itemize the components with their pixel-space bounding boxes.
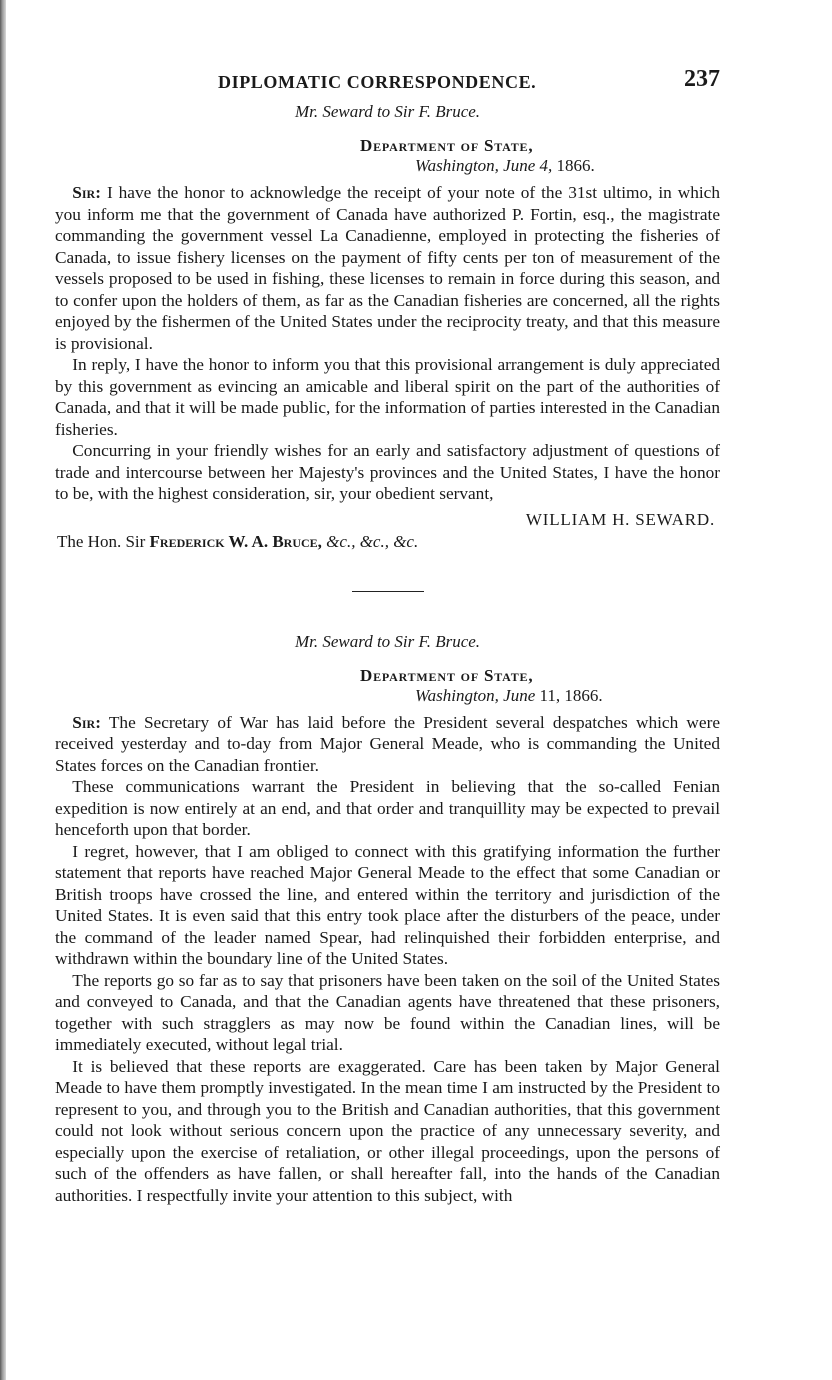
place-date: Washington, June xyxy=(415,685,536,705)
salutation: Sir: xyxy=(72,712,101,732)
dateline xyxy=(55,666,720,706)
letter-2 xyxy=(55,632,720,1207)
paragraph-text: The reports go so far as to say that prisoners have been taken on the soil of the United States and conveyed to Canada, and that the Canadian agents have threatened that these prisoners, together with such stragglers as may now be found within the Canadian lines, will be immediately executed, without legal trial. xyxy=(55,970,720,1054)
signature: WILLIAM H. SEWARD. xyxy=(525,509,715,529)
letter-paragraph xyxy=(55,712,720,777)
document-page xyxy=(55,66,720,1206)
place-date-line xyxy=(360,686,720,706)
addressee-name: Frederick W. A. Bruce, xyxy=(149,531,322,551)
section-divider xyxy=(352,591,424,592)
letter-title: Mr. Seward to Sir F. Bruce. xyxy=(294,102,481,121)
department-line: Department of State, xyxy=(360,665,534,685)
dateline xyxy=(55,136,720,176)
addressee xyxy=(55,531,720,553)
department-line: Department of State, xyxy=(360,136,534,155)
paragraph-text: These communications warrant the President in believing that the so-called Fenian expedition is now entirely at an end, and that order and tranquillity may be expected to prevail henceforth upon that border. xyxy=(55,777,720,839)
page-header xyxy=(55,66,720,102)
place-date: Washington, June 4, xyxy=(415,156,553,175)
letter-paragraph xyxy=(55,841,720,970)
letter-paragraph xyxy=(55,970,720,1056)
paragraph-text: In reply, I have the honor to inform you that this provisional arrangement is duly appreciated by this government as evincing an amicable and liberal spirit on the part of the authorities of Canada, and that it will be made public, for the information of parties interested in the Canadian fisheries. xyxy=(55,355,720,439)
place-date-line xyxy=(360,156,720,176)
page-number: 237 xyxy=(684,66,720,92)
addressee-prefix: The Hon. Sir xyxy=(57,531,146,551)
letter-title: Mr. Seward to Sir F. Bruce. xyxy=(294,631,481,651)
paragraph-text: I regret, however, that I am obliged to connect with this gratifying information the further statement that reports have reached Major General Meade to the effect that some Canadian or British troops have crossed the line, and entered within the territory and jurisdiction of the United States. It is even said that this entry took place after the disturbers of the peace, under the command of the leader named Spear, had relinquished their forbidden enterprise, and withdrawn within the boundary line of the United States. xyxy=(55,841,720,968)
letter-paragraph xyxy=(55,354,720,440)
paragraph-text: I have the honor to acknowledge the receipt of your note of the 31st ultimo, in which you inform me that the government of Canada have authorized P. Fortin, esq., the magistrate commanding the government vessel La Canadienne, employed in protecting the fisheries of Canada, to issue fishery licenses on the payment of fifty cents per ton of measurement of the vessels proposed to be used in fishing, these licenses to remain in force during this season, and to confer upon the holders of them, as far as the Canadian fisheries are concerned, all the rights enjoyed by the fishermen of the United States under the reciprocity treaty, and that this measure is provisional. xyxy=(55,183,720,353)
page-binding-edge xyxy=(0,0,6,1380)
date-year: 1866. xyxy=(556,156,595,175)
date-year: 11, 1866. xyxy=(539,685,603,705)
addressee-etc: &c., &c., &c. xyxy=(326,531,419,551)
letter-paragraph xyxy=(55,1056,720,1207)
running-title: DIPLOMATIC CORRESPONDENCE. xyxy=(218,72,537,92)
letter-paragraph xyxy=(55,182,720,354)
letter-1 xyxy=(55,102,720,553)
paragraph-text: It is believed that these reports are exaggerated. Care has been taken by Major General Meade to have them promptly investigated. In the mean time I am instructed by the President to represent to you, and through you to the British and Canadian authorities, that this government could not look without serious concern upon the practice of any unnecessary severity, and especially upon the exercise of retaliation, or other illegal proceedings, upon the persons of such of the offenders as have fallen, or shall hereafter fall, into the hands of the Canadian authorities. I respectfully invite your attention to this subject, with xyxy=(55,1056,720,1205)
letter-paragraph xyxy=(55,776,720,841)
letter-paragraph xyxy=(55,440,720,505)
salutation: Sir: xyxy=(72,183,101,202)
paragraph-text: Concurring in your friendly wishes for an early and satisfactory adjustment of questions of trade and intercourse between her Majesty's provinces and the United States, I have the honor to be, with the highest consideration, sir, your obedient servant, xyxy=(55,441,720,503)
paragraph-text: The Secretary of War has laid before the President several despatches which were received yesterday and to-day from Major General Meade, who is commanding the United States forces on the Canadian frontier. xyxy=(55,712,720,775)
